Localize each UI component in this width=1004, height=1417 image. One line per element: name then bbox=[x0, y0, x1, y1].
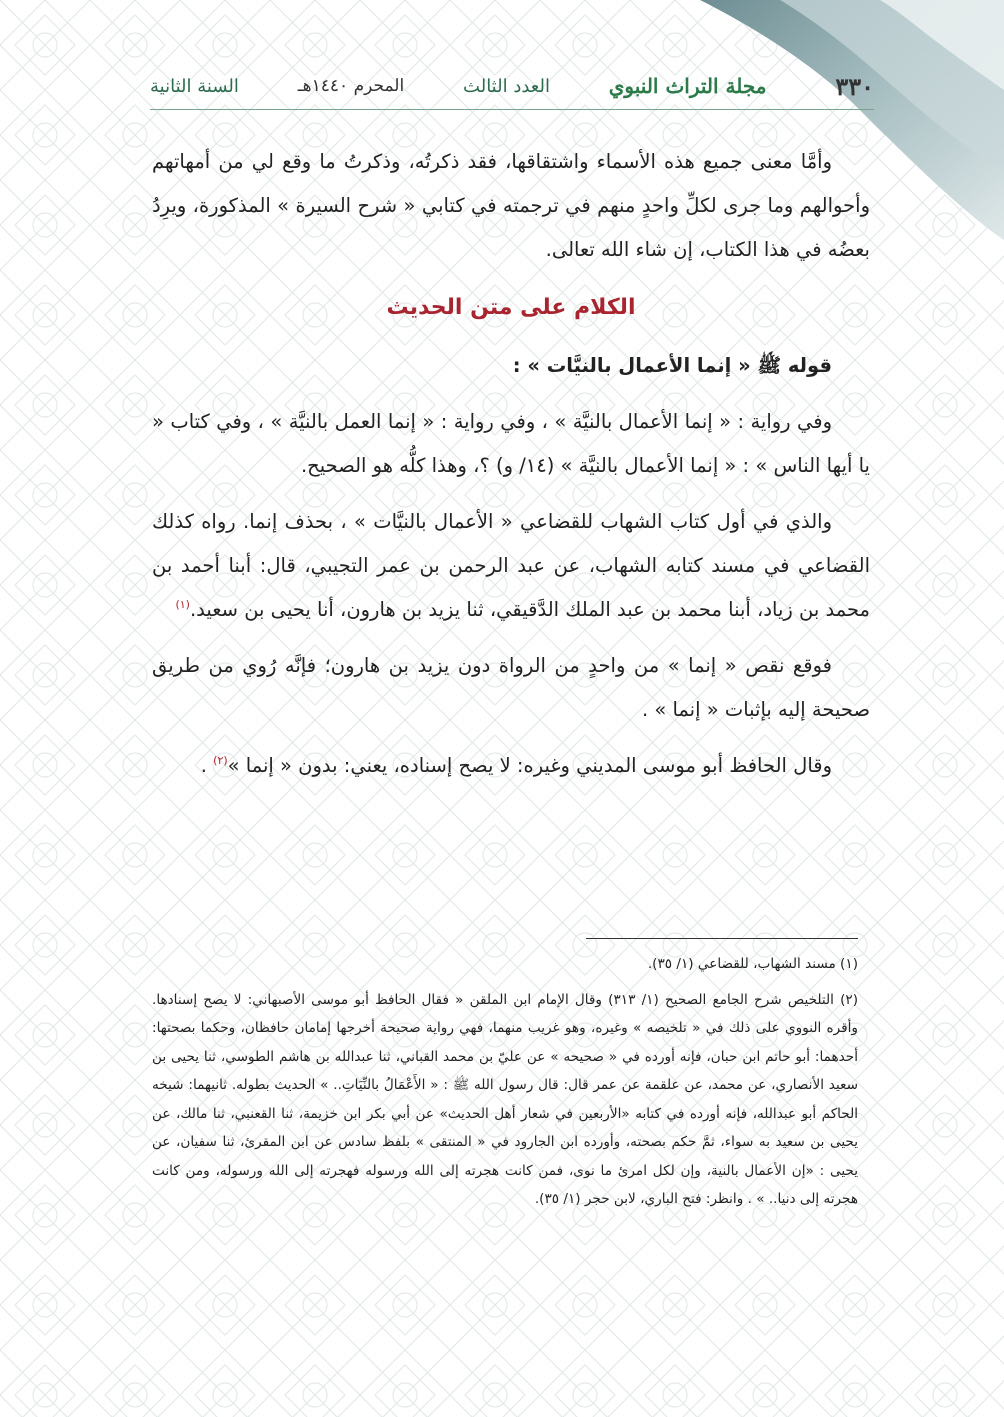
header-divider bbox=[150, 109, 874, 110]
paragraph-2: وفي رواية : « إنما الأعمال بالنيَّة » ، وفي رواية : « إنما العمل بالنيَّة » ، وفي كتاب « يا أيها الناس » : « إنما الأعمال بالنيَّة » (١٤/ و) ؟، وهذا كلُّه هو الصحيح. bbox=[152, 410, 870, 477]
paragraph-5-end: . bbox=[200, 754, 214, 777]
page-number: ٣٣٠ bbox=[835, 71, 874, 101]
paragraph-5-text: وقال الحافظ أبو موسى المديني وغيره: لا يصح إسناده، يعني: بدون « إنما » bbox=[227, 754, 832, 777]
main-text bbox=[152, 140, 870, 800]
footnote-divider bbox=[586, 938, 858, 939]
paragraph-4: فوقع نقص « إنما » من واحدٍ من الرواة دون يزيد بن هارون؛ فإنَّه رُوي من طريق صحيحة إليه بإثبات « إنما » . bbox=[152, 654, 870, 721]
section-title: الكلام على متن الحديث bbox=[386, 295, 636, 320]
paragraph-1: وأمَّا معنى جميع هذه الأسماء واشتقاقها، فقد ذكرتُه، وذكرتُ ما وقع لي من أمهاتهم وأحوالهم وما جرى لكلِّ واحدٍ منهم في ترجمته في كتابي « شرح السيرة » المذكورة، ويرِدُ بعضُه في هذا الكتاب، إن شاء الله تعالى. bbox=[152, 150, 870, 261]
footnotes bbox=[152, 950, 858, 1221]
footnote-ref-1[interactable]: (١) bbox=[175, 598, 190, 611]
footnote-ref-2[interactable]: (٢) bbox=[213, 754, 228, 767]
issue-date: المحرم ١٤٤٠هـ bbox=[297, 76, 405, 96]
quoted-hadith-line: قوله ﷺ « إنما الأعمال بالنيَّات » : bbox=[512, 354, 832, 377]
footnote-2: (٢) التلخيص شرح الجامع الصحيح (١/ ٣١٣) وقال الإمام ابن الملقن « فقال الحافظ أبو موسى الأصبهاني: لا يصح إسنادها. وأقره النووي على ذلك في « تلخيصه » وغيره، وهو غريب منهما، فهي رواية صحيحة أخرجها إمامان حافظان، وحكما بصحتها: أحدهما: أبو حاتم ابن حبان، فإنه أورده في « صحيحه » عن عليّ بن محمد القباني، ثنا عبدالله بن هاشم الطوسي، ثنا يحيى بن سعيد الأنصاري، عن محمد، عن علقمة عن عمر قال: قال رسول الله ﷺ : « الأَعْمَالُ بالنِّيَاتِ.. » الحديث بطوله. ثانيهما: شيخه الحاكم أبو عبدالله، فإنه أورده في كتابه «الأربعين في شعار أهل الحديث» عن أبي بكر ابن خزيمة، ثنا القعنبي، ثنا مالك، عن يحيى بن سعيد به سواء، ثمَّ حكم بصحته، وأورده ابن الجارود في « المنتقى » بلفظ سادس عن ابن المقرئ، ثنا سفيان، عن يحيى : «إن الأعمال بالنية، وإن لكل امرئ ما نوى، فمن كانت هجرته إلى الله ورسوله فهجرته إلى الله ورسوله، ومن كانت هجرته إلى دنيا.. » . وانظر: فتح الباري، لابن حجر (١/ ٣٥). bbox=[152, 991, 859, 1207]
issue-label: العدد الثالث bbox=[463, 75, 550, 97]
paragraph-5 bbox=[152, 744, 870, 788]
journal-name: مجلة التراث النبوي bbox=[608, 74, 767, 98]
paragraph-3 bbox=[152, 500, 870, 632]
volume-year: السنة الثانية bbox=[150, 75, 239, 97]
footnote-1: (١) مسند الشهاب، للقضاعي (١/ ٣٥). bbox=[647, 956, 858, 972]
paragraph-3-text: والذي في أول كتاب الشهاب للقضاعي « الأعمال بالنيَّات » ، بحذف إنما. رواه كذلك القضاعي في مسند كتابه الشهاب، عن عبد الرحمن بن عمر التجيبي، قال: أبنا أحمد بن محمد بن زياد، أبنا محمد بن عبد الملك الدَّقيقي، ثنا يزيد بن هارون، أنا يحيى بن سعيد. bbox=[152, 510, 870, 621]
running-header bbox=[150, 66, 874, 106]
